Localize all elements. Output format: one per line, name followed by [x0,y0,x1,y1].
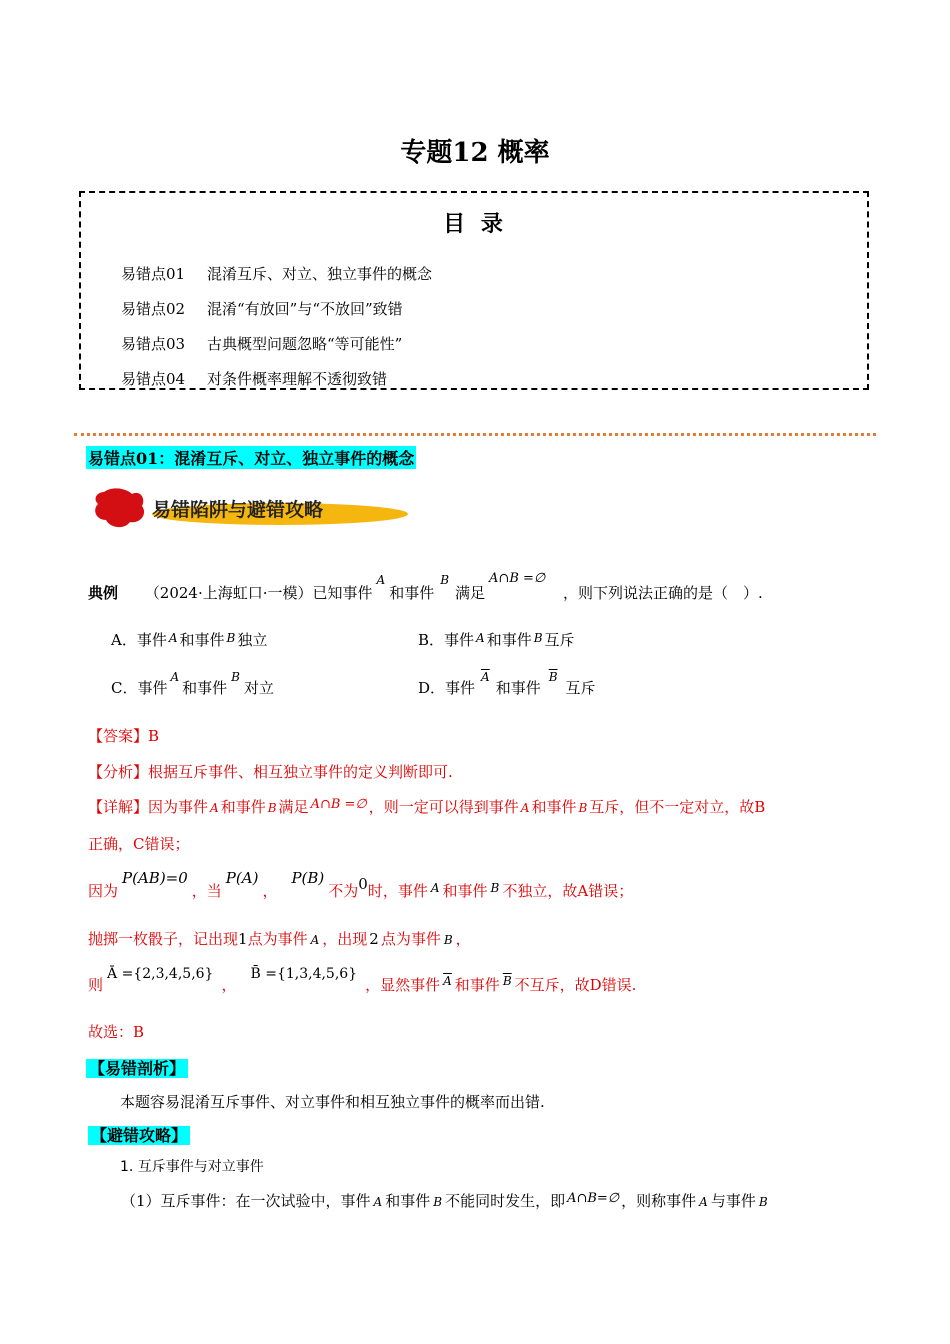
option-c-label: C．事件 [111,679,168,697]
detail-line-2: 正确，C错误； [88,835,190,853]
toc-item [121,333,402,354]
example-line [88,571,763,603]
option-a-end: 独立 [237,631,268,649]
option-d-mid: 和事件 [495,679,541,697]
strategy-item-1: 1. 互斥事件与对立事件 [120,1159,264,1175]
strategy-text: 不能同时发生，即 [445,1192,566,1210]
strategy-item-2 [121,1190,771,1211]
option-c-event-a: A [170,670,180,684]
detail-text: ， [262,882,278,900]
toc-item-text: 对条件概率理解不透彻致错 [207,370,388,388]
toc-item [121,368,387,389]
banner [90,484,410,534]
detail-event-b: B [443,933,453,947]
option-c[interactable] [111,670,275,698]
option-b-mid: 和事件 [486,631,532,649]
detail-text: 点为事件 [380,930,441,948]
strategy-event-a: A [699,1195,708,1209]
detail-event-a-bar: A [443,974,452,988]
strategy-event-b: B [433,1195,443,1209]
answer-value: B [148,727,160,745]
option-b-event-b: B [533,631,543,645]
option-b[interactable] [418,629,575,650]
toc-item-text: 混淆互斥、对立、独立事件的概念 [207,265,433,283]
example-label: 典例 [88,584,119,602]
analysis-line [88,761,453,782]
example-mid1: 和事件 [389,584,435,602]
strategy-condition: A∩B=∅ [567,1191,620,1206]
analysis-label: 【分析】 [88,763,149,781]
option-d-label: D．事件 [418,679,476,697]
detail-line-3 [88,869,634,901]
detail-line-4 [88,928,471,949]
detail-text: 不为 [328,882,359,900]
math-zero: 0 [358,875,368,893]
detail-text: 和事件 [454,976,500,994]
detail-event-a: A [210,801,219,815]
detail-event-b-bar: B [502,974,512,988]
detail-event-b: B [267,801,277,815]
toc-item-text: 混淆“有放回”与“不放回”致错 [207,300,403,318]
detail-text: 互斥，但不一定对立，故B [589,798,766,816]
detail-text: ，显然事件 [365,976,441,994]
detail-text: 因为 [88,882,119,900]
strategy-text: 与事件 [710,1192,756,1210]
detail-text: ，当 [191,882,222,900]
detail-text: ，出现 [322,930,368,948]
detail-text: 抛掷一枚骰子，记出现 [88,930,239,948]
math-a-bar-set: Ā ={2,3,4,5,6} [107,966,214,982]
option-a-mid: 和事件 [179,631,225,649]
toc-item-num: 易错点03 [121,335,186,353]
example-source: （2024·上海虹口·一模）已知事件 [144,584,373,602]
detail-text: 因为事件 [148,798,209,816]
toc-item [121,298,403,319]
detail-text: 和事件 [442,882,488,900]
analysis-tag-label: 【易错剖析】 [86,1059,188,1078]
math-p-ab: P(AB)=0 [122,869,188,887]
section-divider [74,433,876,436]
detail-text: ，则一定可以得到事件 [368,798,519,816]
option-d-end: 互斥 [565,679,596,697]
toc-item [121,263,432,284]
analysis-text: 本题容易混淆互斥事件、对立事件和相互独立事件的概率而出错. [120,1093,545,1111]
detail-text: ， [221,976,237,994]
strategy-text: 和事件 [385,1192,431,1210]
math-p-b: P(B) [291,869,325,887]
toc-item-num: 易错点01 [121,265,186,283]
analysis-text: 根据互斥事件、相互独立事件的定义判断即可. [148,763,453,781]
section-heading: 易错点01：混淆互斥、对立、独立事件的概念 [86,446,416,469]
answer-label: 【答案】 [88,727,149,745]
detail-text: 和事件 [220,798,266,816]
detail-text: 时，事件 [367,882,428,900]
toc-item-num: 易错点02 [121,300,186,318]
example-mid2: 满足 [455,584,486,602]
detail-text: 不互斥，故D错误. [514,976,637,994]
event-a: A [376,573,386,587]
detail-event-b: B [578,801,588,815]
answer-line [88,725,159,746]
detail-event-a: A [430,881,440,895]
option-c-end: 对立 [244,679,275,697]
detail-condition: A∩B =∅ [310,797,367,812]
event-b: B [440,573,450,587]
option-a-event-b: B [226,631,236,645]
strategy-text: ，则称事件 [621,1192,697,1210]
option-a-event-a: A [168,631,178,645]
option-a-label: A．事件 [111,631,167,649]
option-c-mid: 和事件 [182,679,228,697]
math-b-bar-set: B̄ ={1,3,4,5,6} [250,966,358,982]
math-p-a: P(A) [225,869,259,887]
detail-text: 则 [88,976,104,994]
strategy-tag [88,1123,190,1146]
option-c-event-b: B [231,670,240,684]
toc-item-text: 古典概型问题忽略“等可能性” [207,335,403,353]
detail-line-1 [88,796,765,817]
banner-label: 易错陷阱与避错攻略 [152,499,324,521]
detail-text: 和事件 [531,798,577,816]
option-d[interactable] [418,670,596,698]
analysis-tag [86,1056,188,1079]
option-d-event-b-bar: B [548,670,558,684]
option-b-label: B．事件 [418,631,475,649]
strategy-text: （1）互斥事件：在一次试验中，事件 [121,1192,371,1210]
detail-line-5 [88,966,637,995]
example-condition: A∩B =∅ [489,571,546,586]
strategy-event-a: A [373,1195,383,1209]
detail-event-a: A [310,933,320,947]
toc-heading: 目 录 [443,211,507,237]
option-d-event-a-bar: A [481,670,490,684]
detail-text: 满足 [278,798,309,816]
option-b-event-a: A [476,631,485,645]
detail-event-b: B [490,881,500,895]
detail-event-a: A [520,801,530,815]
strategy-event-b: B [758,1195,768,1209]
example-end: ，则下列说法正确的是（ ）. [563,584,763,602]
detail-label: 【详解】 [88,798,149,816]
detail-text: 不独立，故A错误； [502,882,634,900]
page-title: 专题12 概率 [400,138,550,168]
option-a[interactable] [111,629,267,650]
math-two: 2 [369,930,379,948]
detail-text: ， [455,930,471,948]
choose-line: 故选：B [88,1023,145,1041]
option-b-end: 互斥 [544,631,575,649]
detail-text: 点为事件 [247,930,308,948]
toc-item-num: 易错点04 [121,370,186,388]
strategy-tag-label: 【避错攻略】 [88,1126,190,1145]
math-one: 1 [238,930,248,948]
